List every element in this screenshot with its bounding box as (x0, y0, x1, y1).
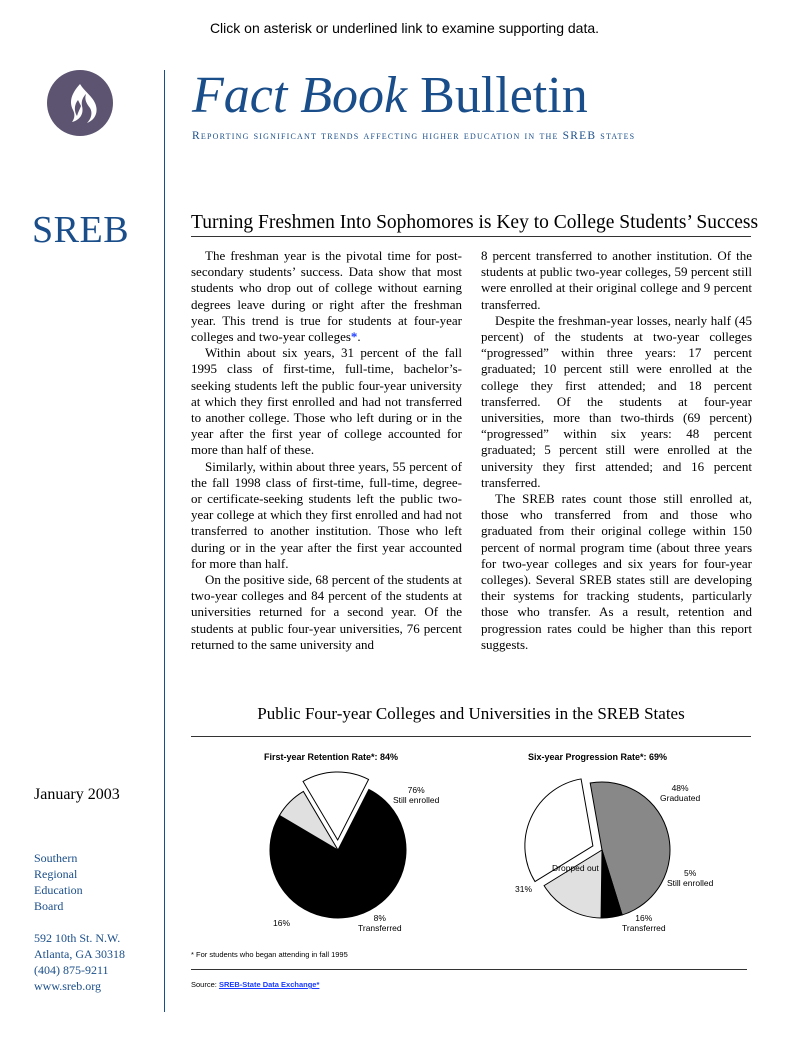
paragraph: The SREB rates count those still enrolled at, those who transferred from and those who graduated from their original college within 150 percent of normal program time (about three years for two-year colleges and six years for four-year colleges). Several SREB states still are developing their systems for tracking students, particularly those who transfer. As a result, retention and progression rates could be higher than this report suggests. (481, 491, 752, 652)
chart-footnote: * For students who began attending in fall 1995 (191, 950, 348, 959)
source-link[interactable]: SREB-State Data Exchange* (218, 980, 320, 989)
sidebar-divider (164, 70, 165, 1012)
slice-label-dropped-out-2-value: 31% (515, 884, 533, 894)
address-line: 592 10th St. N.W. (34, 931, 121, 945)
paragraph: Despite the freshman-year losses, nearly half (45 percent) of the students at two-year colleges “progressed” within three years: 17 percent graduated; 10 percent still were enrolled at the college they first attended; and 18 percent transferred. Of the students at four-year universities, more than two-thirds (69 percent) “progressed” within six years: 48 percent graduated; 5 percent still were enrolled at the university they first attended; and 16 percent transferred. (481, 312, 752, 490)
article-column-2 (481, 248, 752, 653)
paragraph: 8 percent transferred to another institution. Of the students at public two-year colleges, 59 percent still were enrolled at their original college and 9 percent transferred. (481, 248, 752, 312)
paragraph: The freshman year is the pivotal time for post-secondary students’ success. Data show that most students who drop out of college without earning degrees leave during or right after the freshman year. This trend is true for students at four-year colleges and two-year colleges*. (191, 248, 462, 345)
source-line (191, 980, 319, 989)
slice-label-graduated: 48% Graduated (660, 783, 701, 803)
org-address (34, 930, 125, 994)
bulletin-title (192, 66, 588, 126)
org-name-line: Southern (34, 851, 78, 865)
org-name-line: Board (34, 899, 64, 913)
paragraph: On the positive side, 68 percent of the students at two-year colleges and 84 percent of the students at universities returned for a second year. Of the students at public four-year universities, 76 percent returned to the same university and (191, 572, 462, 652)
bulletin-subtitle: Reporting significant trends affecting higher education in the SREB states (192, 130, 636, 142)
publication-date: January 2003 (34, 786, 120, 803)
slice-label-dropped-out-value: 16% (273, 918, 291, 928)
progression-pie-chart (522, 770, 682, 930)
slice-label-dropped-out-2-text: Dropped out (552, 863, 599, 873)
slice-label-dropped-out-text: Dropped out (290, 884, 337, 894)
paragraph: Within about six years, 31 percent of the fall 1995 class of first-time, full-time, bachelor’s-seeking students left the public four-year university at which they first enrolled and had not transferred to another college. Those who left during or in the year after the first year of college accounted for more than half of these. (191, 345, 462, 458)
source-label: Source: (191, 980, 217, 989)
org-name-line: Regional (34, 867, 78, 881)
org-name-line: Education (34, 883, 83, 897)
org-name (34, 850, 83, 914)
chart-section-title: Public Four-year Colleges and Universities in the SREB States (257, 704, 685, 723)
slice-label-still-enrolled-2: 5% Still enrolled (667, 868, 714, 888)
sreb-flame-logo (47, 70, 113, 136)
title-italic: Fact Book (192, 67, 408, 124)
paragraph-text: The freshman year is the pivotal time for post-secondary students’ success. Data show that most students who drop out of college without earning degrees leave during or right after the freshman year. This trend is true for students at four-year colleges and two-year colleges (191, 248, 462, 345)
flame-icon (47, 70, 113, 136)
title-regular: Bulletin (420, 67, 588, 124)
slice-label-transferred-2: 16% Transferred (622, 913, 666, 933)
slice-label-still-enrolled: 76% Still enrolled (393, 785, 440, 805)
slice-label-transferred: 8% Transferred (358, 913, 402, 933)
phone-number: (404) 875-9211 (34, 963, 109, 977)
chart-rule (191, 736, 751, 737)
article-headline: Turning Freshmen Into Sophomores is Key to College Students’ Success (191, 212, 759, 233)
website-link[interactable]: www.sreb.org (34, 979, 101, 993)
instruction-note: Click on asterisk or underlined link to examine supporting data. (209, 20, 600, 36)
pie-title-progression: Six-year Progression Rate*: 69% (528, 752, 668, 762)
article-column-1 (191, 248, 462, 653)
address-line: Atlanta, GA 30318 (34, 947, 125, 961)
asterisk-link[interactable]: * (350, 329, 358, 345)
paragraph: Similarly, within about three years, 55 percent of the fall 1998 class of first-time, full-time, degree- or certificate-seeking students left the public two-year college at which they first enrolled and had not transferred to another institution. Those who left during or in the year after the first year accounted for more than half. (191, 458, 462, 571)
footer-rule (191, 969, 747, 970)
pie-title-retention: First-year Retention Rate*: 84% (264, 752, 399, 762)
sreb-wordmark: SREB (32, 209, 130, 251)
headline-rule (191, 236, 751, 237)
